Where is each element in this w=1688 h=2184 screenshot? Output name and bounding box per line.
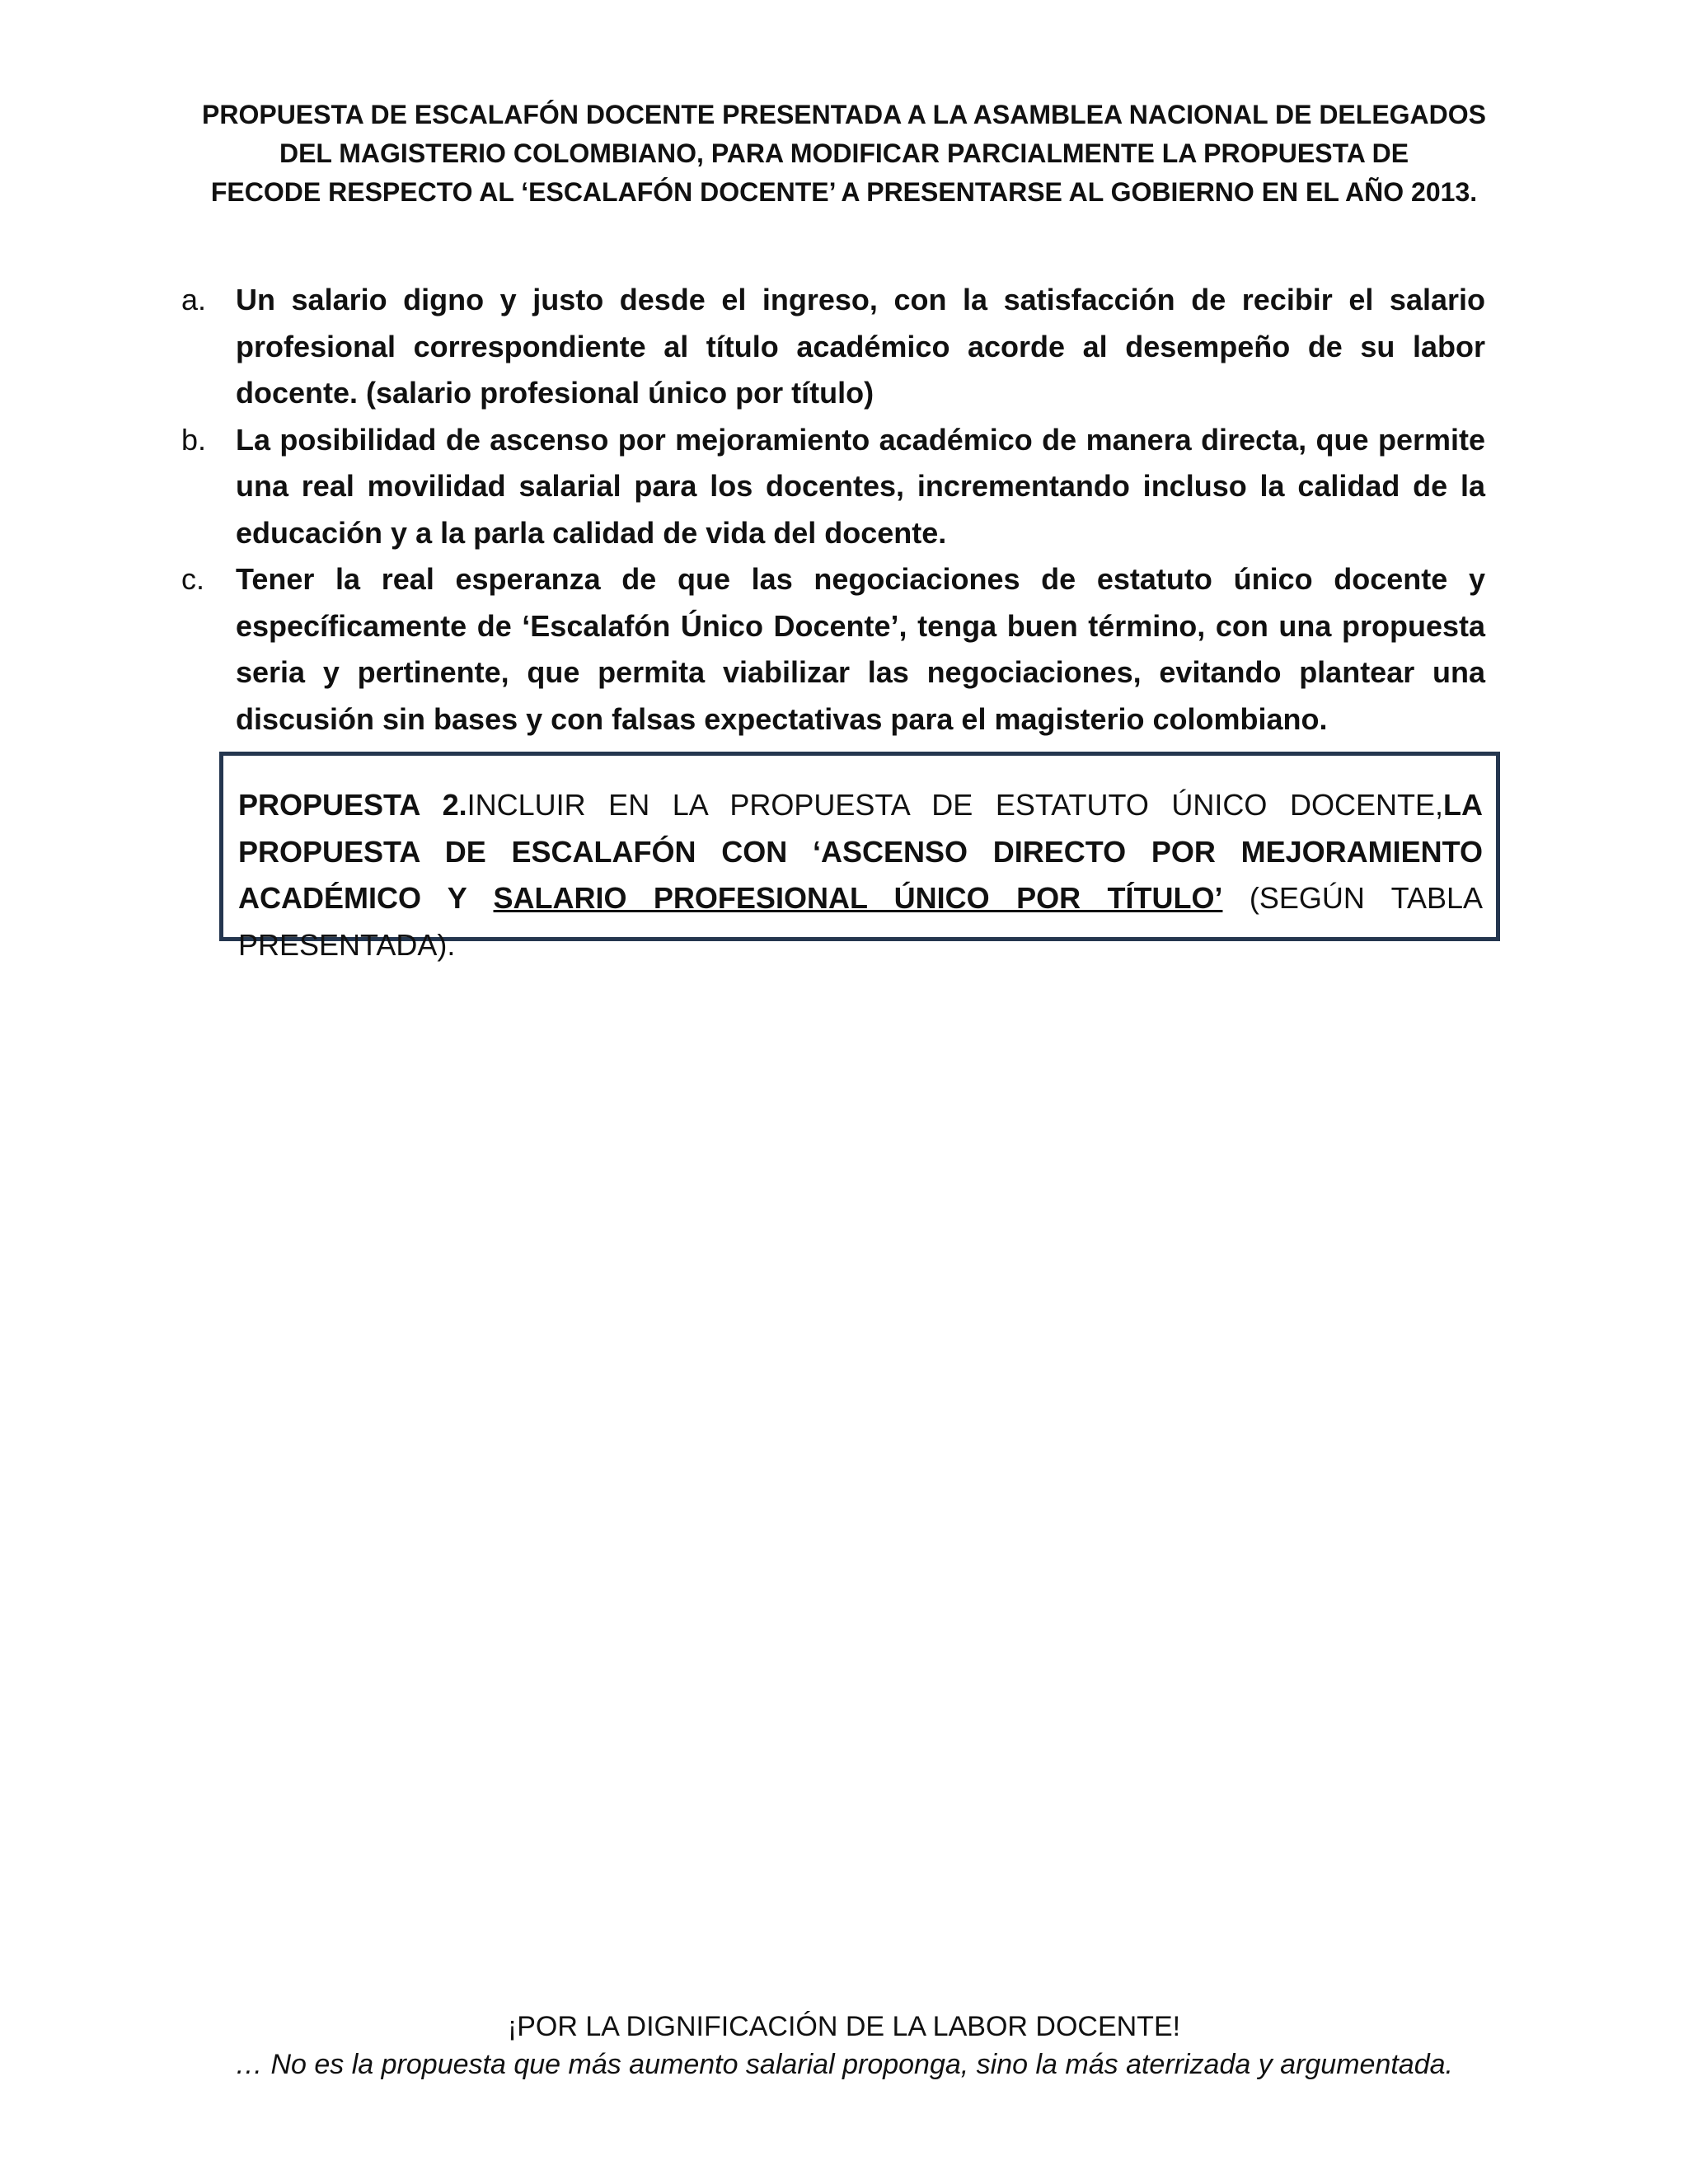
- list-marker: b.: [181, 422, 207, 457]
- page-footer: [181, 2008, 1507, 2083]
- title-line-1: PROPUESTA DE ESCALAFÓN DOCENTE PRESENTADA A LA ASAMBLEA NACIONAL DE DELEGADOS: [202, 100, 1486, 129]
- footer-tagline: … No es la propuesta que más aumento salarial proponga, sino la más aterrizada y argumentada.: [235, 2049, 1453, 2080]
- document-title: [181, 96, 1507, 212]
- title-line-3: FECODE RESPECTO AL ‘ESCALAFÓN DOCENTE’ A PRESENTARSE AL GOBIERNO EN EL AÑO 2013.: [210, 177, 1478, 207]
- list-marker: a.: [181, 283, 207, 316]
- list-item-text: Un salario digno y justo desde el ingreso, con la satisfacción de recibir el salario profesional correspondiente al título académico acorde al desempeño de su labor docente. (salario profesional único por título): [236, 283, 1485, 410]
- proposal-intro: INCLUIR EN LA PROPUESTA DE ESTATUTO ÚNICO DOCENTE,: [467, 788, 1443, 822]
- proposal-closing: (SEGÚN TABLA PRESENTADA).: [238, 881, 1483, 962]
- list-item-a: [181, 277, 1485, 417]
- proposal-box: [219, 752, 1500, 962]
- list-item-c: [181, 556, 1485, 743]
- proposal-label: PROPUESTA 2.: [238, 788, 467, 822]
- benefits-list: [181, 277, 1485, 743]
- proposal-underlined-text: SALARIO PROFESIONAL ÚNICO POR TÍTULO’: [493, 881, 1223, 915]
- list-item-text: La posibilidad de ascenso por mejoramiento académico de manera directa, que permite una real movilidad salarial para los docentes, incrementando incluso la calidad de la educación y a la parla calidad de vida del docente.: [236, 422, 1485, 550]
- list-item-b: [181, 417, 1485, 557]
- proposal-bold-text: LA PROPUESTA DE ESCALAFÓN CON ‘ASCENSO DIRECTO POR MEJORAMIENTO ACADÉMICO Y: [238, 788, 1483, 915]
- list-marker: c.: [181, 562, 205, 596]
- footer-slogan: ¡POR LA DIGNIFICACIÓN DE LA LABOR DOCENTE!: [507, 2011, 1181, 2042]
- title-line-2: DEL MAGISTERIO COLOMBIANO, PARA MODIFICAR PARCIALMENTE LA PROPUESTA DE: [279, 138, 1409, 168]
- list-item-text: Tener la real esperanza de que las negociaciones de estatuto único docente y específicamente de ‘Escalafón Único Docente’, tenga buen término, con una propuesta seria y pertinente, que permita viabilizar las negociaciones, evitando plantear una discusión sin bases y con falsas expectativas para el magisterio colombiano.: [236, 562, 1485, 736]
